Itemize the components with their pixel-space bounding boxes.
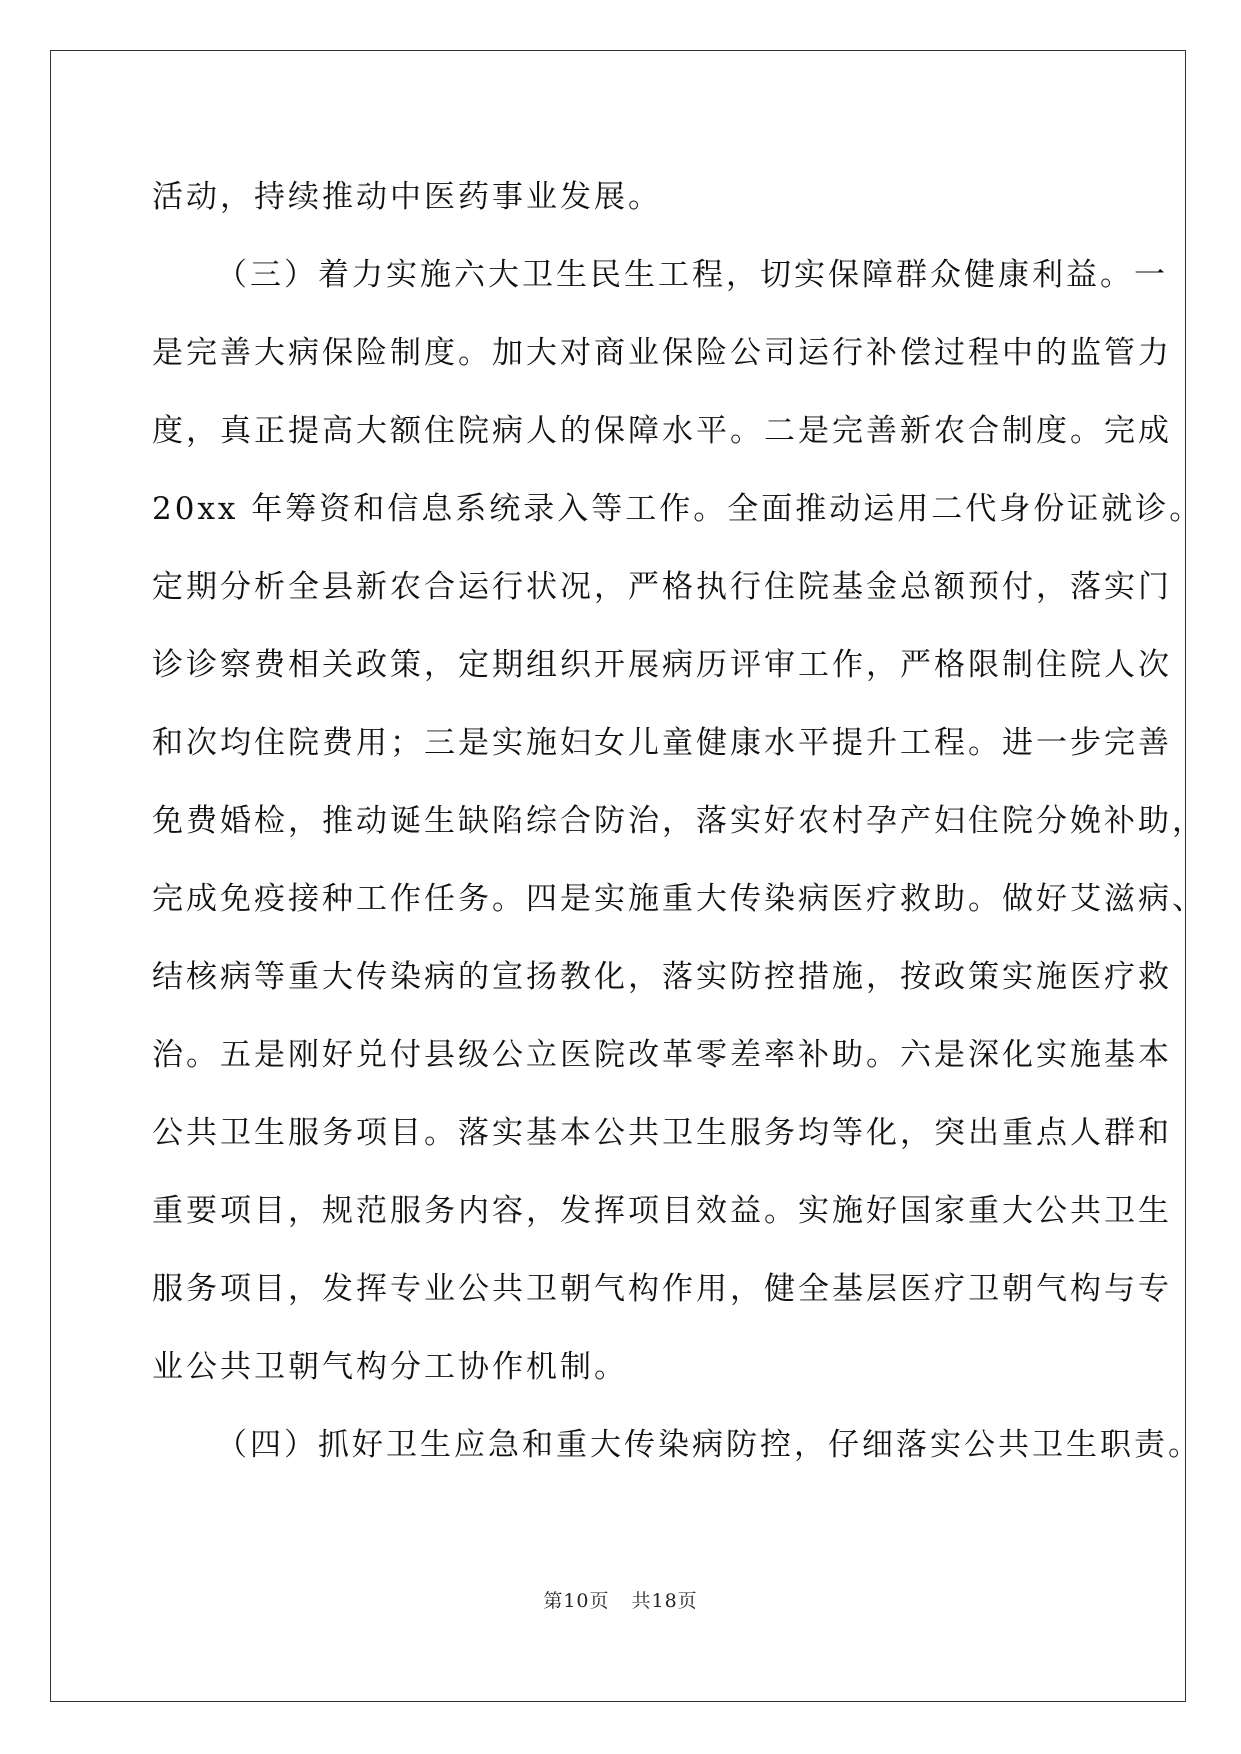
text-line-13: 公共卫生服务项目。落实基本公共卫生服务均等化，突出重点人群和 [152, 1115, 1172, 1151]
text-line-4: 度，真正提高大额住院病人的保障水平。二是完善新农合制度。完成 [152, 413, 1172, 449]
text-line-7: 诊诊察费相关政策，定期组织开展病历评审工作，严格限制住院人次 [152, 647, 1172, 683]
text-line-12: 治。五是刚好兑付县级公立医院改革零差率补助。六是深化实施基本 [152, 1037, 1172, 1073]
paragraph-4-heading-line: （四）抓好卫生应急和重大传染病防控，仔细落实公共卫生职责。 [216, 1427, 1202, 1463]
document-body [152, 158, 1206, 1484]
total-pages: 共18页 [631, 1590, 698, 1612]
text-line-5: 20xx 年筹资和信息系统录入等工作。全面推动运用二代身份证就诊。 [152, 491, 1204, 527]
paragraph-3-heading-line: （三）着力实施六大卫生民生工程，切实保障群众健康利益。一 [216, 257, 1168, 293]
text-line-16: 业公共卫朝气构分工协作机制。 [152, 1349, 628, 1385]
text-line-14: 重要项目，规范服务内容，发挥项目效益。实施好国家重大公共卫生 [152, 1193, 1172, 1229]
text-line-11: 结核病等重大传染病的宣扬教化，落实防控措施，按政策实施医疗救 [152, 959, 1172, 995]
text-line-10: 完成免疫接种工作任务。四是实施重大传染病医疗救助。做好艾滋病、 [152, 881, 1206, 917]
text-line-3: 是完善大病保险制度。加大对商业保险公司运行补偿过程中的监管力 [152, 335, 1172, 371]
page-number: 第10页 [543, 1590, 610, 1612]
page-footer [0, 1586, 1241, 1613]
text-line-15: 服务项目，发挥专业公共卫朝气构作用，健全基层医疗卫朝气构与专 [152, 1271, 1172, 1307]
text-line-9: 免费婚检，推动诞生缺陷综合防治，落实好农村孕产妇住院分娩补助， [152, 803, 1206, 839]
text-line-8: 和次均住院费用；三是实施妇女儿童健康水平提升工程。进一步完善 [152, 725, 1172, 761]
text-line-6: 定期分析全县新农合运行状况，严格执行住院基金总额预付，落实门 [152, 569, 1172, 605]
text-line-1: 活动，持续推动中医药事业发展。 [152, 179, 662, 215]
